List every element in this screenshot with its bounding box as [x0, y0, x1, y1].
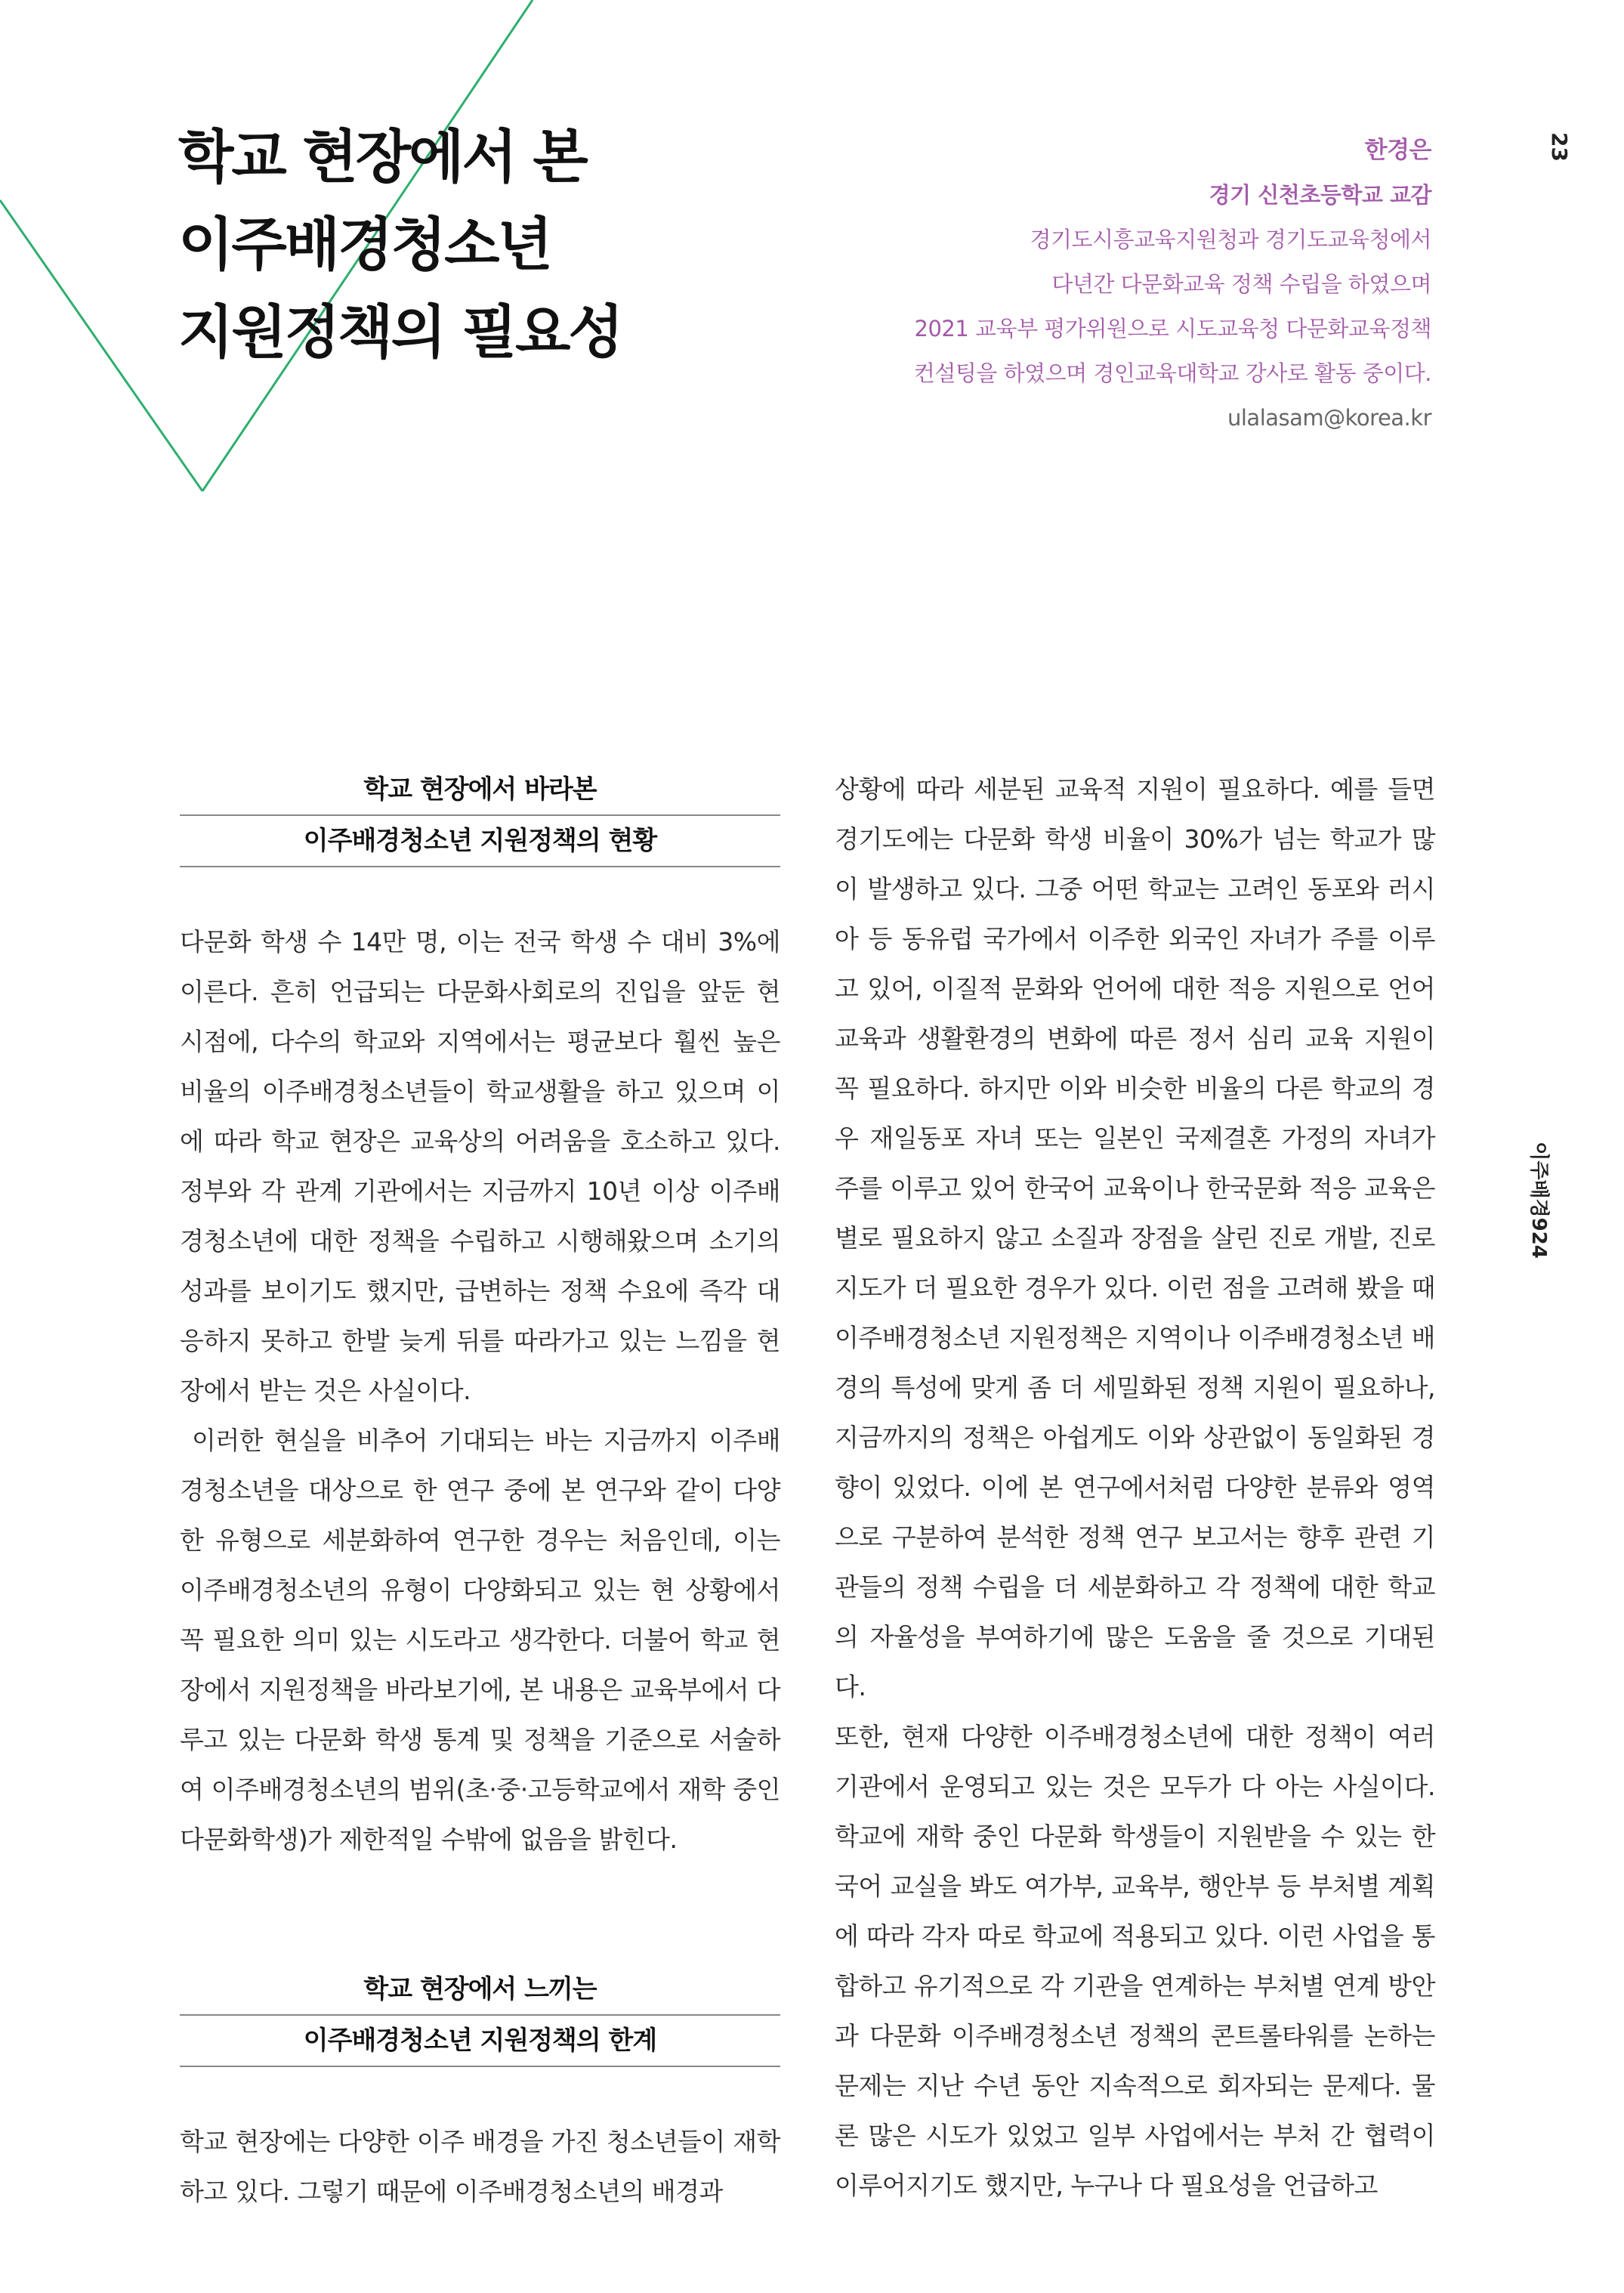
- section-heading-line: 학교 현장에서 느끼는: [180, 1964, 780, 2016]
- title-line-1: 학교 현장에서 본: [178, 123, 586, 190]
- left-column: [180, 765, 780, 2217]
- author-bio-line: 컨설팅을 하였으며 경인교육대학교 강사로 활동 중이다.: [913, 360, 1431, 386]
- paragraph: 다문화 학생 수 14만 명, 이는 전국 학생 수 대비 3%에 이른다. 흔히 언급되는 다문화사회로의 진입을 앞둔 현 시점에, 다수의 학교와 지역에서는 평균보다 훨씬 높은 비율의 이주배경청소년들이 학교생활을 하고 있으며 이에 따라 학교 현장은 교육상의 어려움을 호소하고 있다. 정부와 각 관계 기관에서는 지금까지 10년 이상 이주배경청소년에 대한 정책을 수립하고 시행해왔으며 소기의 성과를 보이기도 했지만, 급변하는 정책 수요에 즉각 대응하지 못하고 한발 늦게 뒤를 따라가고 있는 느낌을 현장에서 받는 것은 사실이다.: [180, 927, 780, 1405]
- paragraph: 학교 현장에는 다양한 이주 배경을 가진 청소년들이 재학하고 있다. 그렇기 때문에 이주배경청소년의 배경과: [180, 2127, 780, 2206]
- right-column: [835, 765, 1435, 2211]
- section-heading-line: 학교 현장에서 바라본: [180, 765, 780, 816]
- page-number: 23: [1546, 132, 1572, 162]
- section-heading-status: [180, 765, 780, 867]
- author-bio-line: 경기도시흥교육지원청과 경기도교육청에서: [1030, 227, 1431, 252]
- author-block: [914, 128, 1431, 440]
- section-heading-line: 이주배경청소년 지원정책의 한계: [180, 2016, 780, 2067]
- author-role: 경기 신천초등학교 교감: [1209, 182, 1431, 208]
- section-heading-limits: [180, 1964, 780, 2067]
- green-line-left: [0, 200, 202, 491]
- paragraph: 이러한 현실을 비추어 기대되는 바는 지금까지 이주배경청소년을 대상으로 한 연구 중에 본 연구와 같이 다양한 유형으로 세분화하여 연구한 경우는 처음인데, 이는 이주배경청소년의 유형이 다양화되고 있는 현 상황에서 꼭 필요한 의미 있는 시도라고 생각한다. 더불어 학교 현장에서 지원정책을 바라보기에, 본 내용은 교육부에서 다루고 있는 다문화 학생 통계 및 정책을 기준으로 서술하여 이주배경청소년의 범위(초·중·고등학교에서 재학 중인 다문화학생)가 제한적일 수밖에 없음을 밝힌다.: [180, 1426, 780, 1854]
- side-running-title: 이주배경924: [1527, 1142, 1550, 1259]
- paragraph: 또한, 현재 다양한 이주배경청소년에 대한 정책이 여러 기관에서 운영되고 있는 것은 모두가 다 아는 사실이다. 학교에 재학 중인 다문화 학생들이 지원받을 수 있는 한국어 교실을 봐도 여가부, 교육부, 행안부 등 부처별 계획에 따라 각자 따로 학교에 적용되고 있다. 이런 사업을 통합하고 유기적으로 각 기관을 연계하는 부처별 연계 방안과 다문화 이주배경청소년 정책의 콘트롤타워를 논하는 문제는 지난 수년 동안 지속적으로 회자되는 문제다. 물론 많은 시도가 있었고 일부 사업에서는 부처 간 협력이 이루어지기도 했지만, 누구나 다 필요성을 언급하고: [835, 1722, 1435, 2200]
- section-heading-line: 이주배경청소년 지원정책의 현황: [180, 816, 780, 867]
- author-name: 한경은: [1364, 137, 1431, 164]
- author-bio-line: 다년간 다문화교육 정책 수립을 하였으며: [1051, 271, 1431, 297]
- paragraph: 상황에 따라 세분된 교육적 지원이 필요하다. 예를 들면 경기도에는 다문화 학생 비율이 30%가 넘는 학교가 많이 발생하고 있다. 그중 어떤 학교는 고려인 동포와 러시아 등 동유럽 국가에서 이주한 외국인 자녀가 주를 이루고 있어, 이질적 문화와 언어에 대한 적응 지원으로 언어교육과 생활환경의 변화에 따른 정서 심리 교육 지원이 꼭 필요하다. 하지만 이와 비슷한 비율의 다른 학교의 경우 재일동포 자녀 또는 일본인 국제결혼 가정의 자녀가 주를 이루고 있어 한국어 교육이나 한국문화 적응 교육은 별로 필요하지 않고 소질과 장점을 살린 진로 개발, 진로 지도가 더 필요한 경우가 있다. 이런 점을 고려해 봤을 때 이주배경청소년 지원정책은 지역이나 이주배경청소년 배경의 특성에 맞게 좀 더 세밀화된 정책 지원이 필요하나, 지금까지의 정책은 아쉽게도 이와 상관없이 동일화된 경향이 있었다. 이에 본 연구에서처럼 다양한 분류와 영역으로 구분하여 분석한 정책 연구 보고서는 향후 관련 기관들의 정책 수립을 더 세분화하고 각 정책에 대한 학교의 자율성을 부여하기에 많은 도움을 줄 것으로 기대된다.: [835, 774, 1435, 1701]
- title-line-3: 지원정책의 필요성: [178, 298, 622, 366]
- author-email: ulalasam@korea.kr: [1227, 405, 1431, 431]
- article-title: [178, 113, 622, 376]
- author-bio-line: 2021 교육부 평가위원으로 시도교육청 다문화교육정책: [914, 316, 1431, 341]
- title-line-2: 이주배경청소년: [178, 211, 551, 278]
